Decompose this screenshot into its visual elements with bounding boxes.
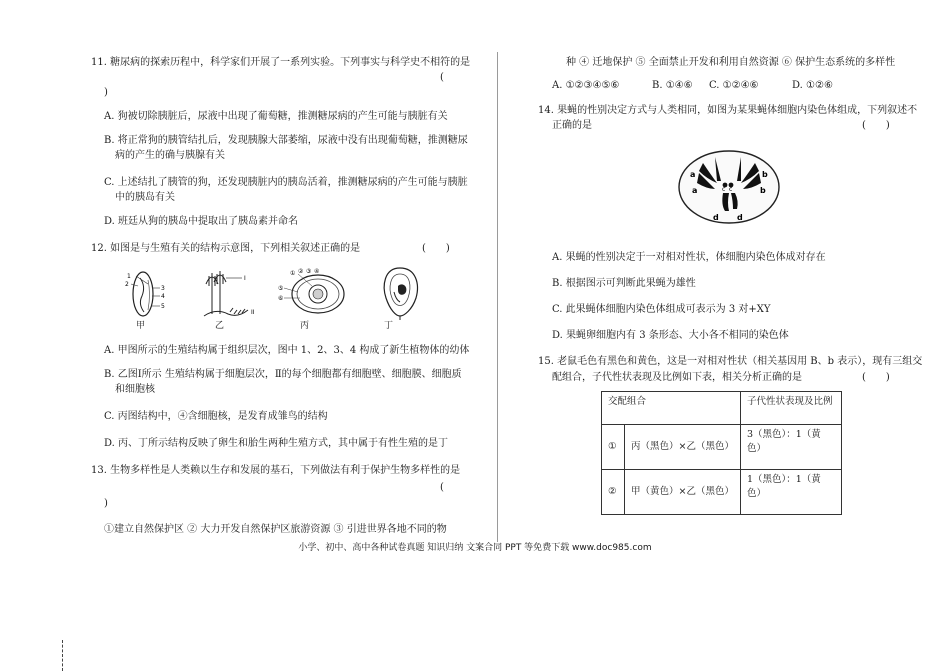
fig-jia-num: 5 (161, 303, 165, 310)
fig-jia-num: 4 (161, 293, 165, 300)
table-header-cell: 子代性状表现及比例 (740, 392, 841, 425)
chrom-label: c (722, 186, 726, 193)
q11-option-b-line2: 病的产生的确与胰腺有关 (115, 150, 225, 161)
chrom-label: b (760, 186, 766, 195)
q12-paren: ( ) (422, 243, 450, 254)
chrom-label: c (729, 186, 733, 193)
chrom-label: a (690, 170, 696, 179)
fig-bing-num: ⑥ (278, 295, 284, 302)
q15-stem-line2: 配组合，子代性状表现及比例如下表，相关分析正确的是 (552, 372, 802, 383)
page-footer: 小学、初中、高中各种试卷真题 知识归纳 文案合同 PPT 等免费下载 www.doc985.com (298, 543, 652, 553)
fig-jia-num: 2 (125, 281, 129, 288)
table-cell-result: 1（黑色）：1（黄色） (740, 470, 841, 515)
table-row (602, 425, 842, 470)
q14-option-d: D. 果蝇卵细胞内有 3 条形态、大小各不相同的染色体 (552, 330, 789, 341)
fig-yi-mark: I (244, 275, 246, 282)
table-header-cell: 交配组合 (602, 392, 741, 425)
table-cell-id: ① (602, 425, 625, 470)
chrom-label: d (713, 213, 719, 222)
fig-label-ding: 丁 (384, 321, 394, 331)
binding-line (62, 640, 63, 671)
q13-choice-a: A. ①②③④⑤⑥ (552, 80, 620, 91)
q11-option-c-line2: 中的胰岛有关 (115, 192, 175, 203)
q12-option-d: D. 丙、丁所示结构反映了卵生和胎生两种生殖方式，其中属于有性生殖的是丁 (104, 438, 449, 449)
fig-label-bing: 丙 (300, 321, 310, 331)
fig-bing-num: ④ (314, 268, 320, 275)
fig-label-jia: 甲 (136, 321, 146, 331)
q13-choice-d: D. ①②⑥ (792, 80, 833, 91)
q13-choice-b: B. ①④⑥ (652, 80, 693, 91)
q12-option-b-line2: 和细胞核 (115, 384, 155, 395)
q12-stem: 12. 如图是与生殖有关的结构示意图，下列相关叙述正确的是 (91, 243, 361, 254)
fig-jia-num: 1 (127, 273, 131, 280)
table-cell-cross: 丙（黑色）×乙（黑色） (625, 425, 741, 470)
column-divider (497, 52, 498, 542)
q13-choice-c: C. ①②④⑥ (709, 80, 759, 91)
q11-option-a: A. 狗被切除胰脏后，尿液中出现了葡萄糖，推测糖尿病的产生可能与胰脏有关 (104, 111, 448, 122)
table-row (602, 470, 842, 515)
q11-paren-open: ( (440, 72, 444, 83)
q11-stem: 11. 糖尿病的探索历程中，科学家们开展了一系列实验。下列事实与科学史不相符的是 (91, 57, 471, 68)
q11-option-b-line1: B. 将正常狗的胰管结扎后，发现胰腺大部萎缩，尿液中没有出现葡萄糖，推测糖尿 (104, 135, 468, 146)
q14-paren: ( ) (862, 120, 890, 131)
fig-bing-num: ② (298, 268, 304, 275)
table-cell-cross: 甲（黄色）×乙（黑色） (625, 470, 741, 515)
q15-cross-table (601, 391, 842, 515)
fig-label-yi: 乙 (215, 321, 225, 331)
fig-bing-num: ③ (306, 268, 312, 275)
q12-option-a: A. 甲图所示的生殖结构属于组织层次，图中 1、2、3、4 构成了新生植物体的幼体 (104, 345, 470, 356)
q13-options-line1: ①建立自然保护区 ② 大力开发自然保护区旅游资源 ③ 引进世界各地不同的物 (104, 524, 447, 535)
q14-option-b: B. 根据图示可判断此果蝇为雄性 (552, 278, 696, 289)
q13-paren-open: ( (440, 482, 444, 493)
q14-option-a: A. 果蝇的性别决定于一对相对性状，体细胞内染色体成对存在 (552, 252, 826, 263)
table-cell-id: ② (602, 470, 625, 515)
q14-chromosome-figure (677, 149, 781, 225)
q12-figure-ding (378, 264, 422, 320)
q12-option-c: C. 丙图结构中，④含细胞核，是发育成雏鸟的结构 (104, 411, 328, 422)
fig-bing-num: ⑤ (278, 285, 284, 292)
q11-paren-close: ) (104, 87, 108, 98)
q13-stem: 13. 生物多样性是人类赖以生存和发展的基石，下列做法有利于保护生物多样性的是 (91, 465, 461, 476)
chrom-label: b (762, 170, 768, 179)
fig-bing-num: ① (290, 270, 296, 277)
q14-stem-line2: 正确的是 (552, 120, 592, 131)
q12-figure-yi (198, 264, 260, 322)
q12-figure-jia (118, 266, 168, 321)
fig-jia-num: 3 (161, 285, 165, 292)
q11-option-c-line1: C. 上述结扎了胰管的狗，还发现胰脏内的胰岛活着，推测糖尿病的产生可能与胰脏 (104, 177, 468, 188)
q15-stem-line1: 15. 老鼠毛色有黑色和黄色，这是一对相对性状（相关基因用 B、b 表示），现有三组交 (538, 356, 923, 367)
fig-yi-mark: II (251, 309, 255, 316)
q13-paren-close: ) (104, 498, 108, 509)
chrom-label: d (737, 213, 743, 222)
q13-options-line2: 种 ④ 迁地保护 ⑤ 全面禁止开发和利用自然资源 ⑥ 保护生态系统的多样性 (566, 57, 896, 68)
q11-option-d: D. 班廷从狗的胰岛中提取出了胰岛素并命名 (104, 216, 299, 227)
q12-figure-bing (278, 266, 350, 318)
table-cell-result: 3（黑色）：1（黄色） (740, 425, 841, 470)
q14-option-c: C. 此果蝇体细胞内染色体组成可表示为 3 对+XY (552, 304, 771, 315)
q12-option-b-line1: B. 乙图Ⅰ所示 生殖结构属于细胞层次，Ⅱ的每个细胞都有细胞壁、细胞膜、细胞质 (104, 369, 462, 380)
q14-stem-line1: 14. 果蝇的性别决定方式与人类相同，如图为某果蝇体细胞内染色体组成，下列叙述不 (538, 105, 918, 116)
chrom-label: a (692, 186, 698, 195)
table-header-row (602, 392, 842, 425)
q15-paren: ( ) (862, 372, 890, 383)
